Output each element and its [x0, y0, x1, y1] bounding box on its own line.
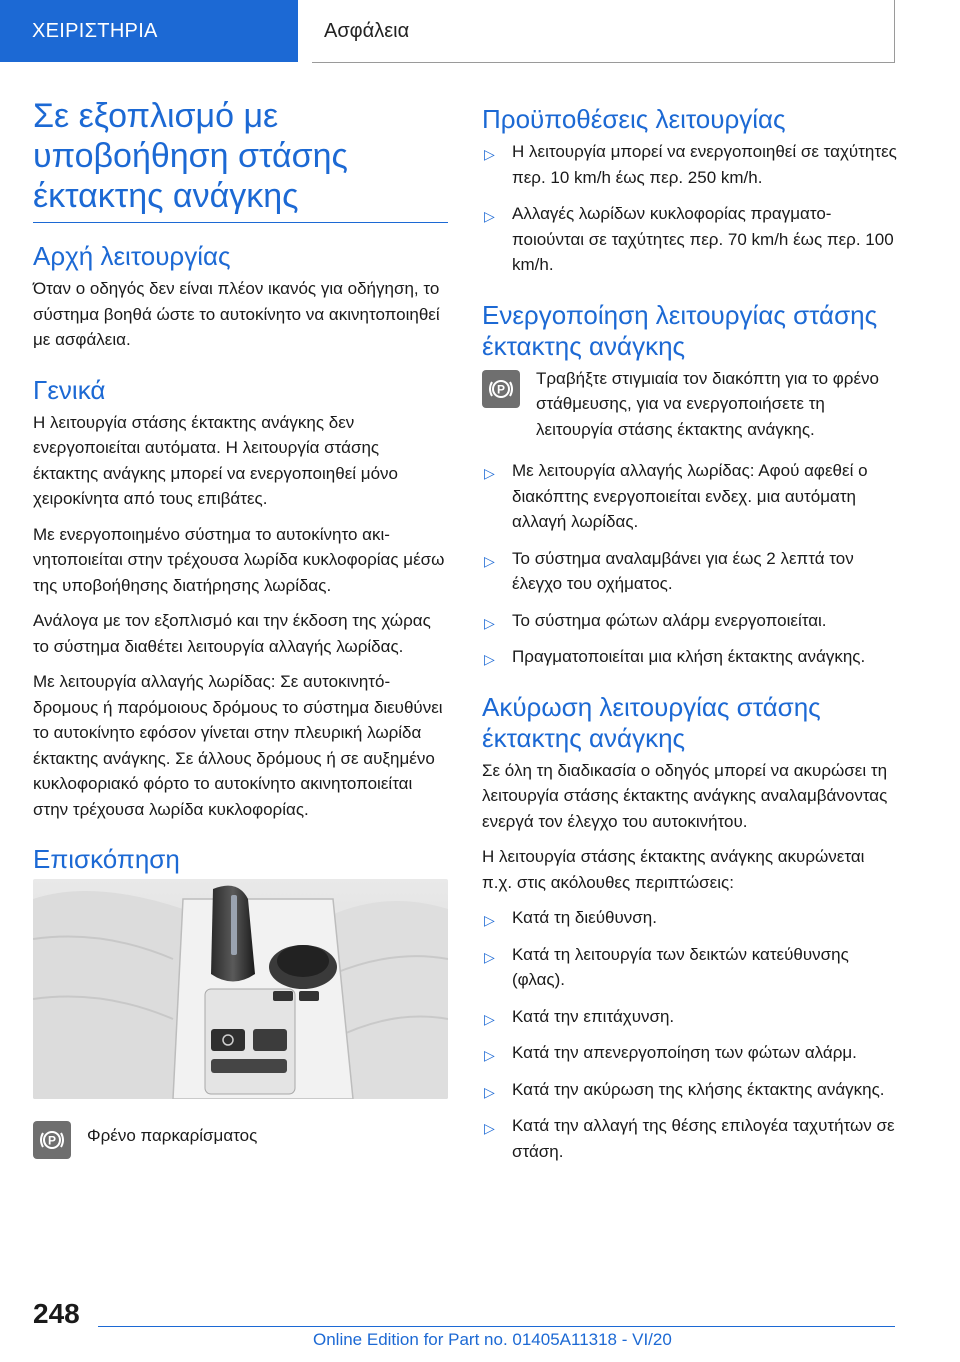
list-item: ▷ Το σύστημα φώτων αλάρμ ενεργοποιείται.: [482, 608, 897, 634]
parking-brake-icon: [482, 370, 520, 408]
page-title: Σε εξοπλισμό με υποβοήθηση στάσης έκτακτης ανάγκης: [33, 97, 348, 215]
center-console-photo: [33, 879, 448, 1099]
prereq-list: [482, 139, 897, 278]
triangle-right-icon: ▷: [484, 651, 495, 667]
triangle-right-icon: ▷: [484, 614, 495, 631]
cancel-list: [482, 905, 897, 1164]
section-cancel: [482, 692, 897, 1165]
chapter-label: ΧΕΙΡΙΣΤΗΡΙΑ: [32, 19, 158, 42]
photo-caption: [33, 1121, 448, 1159]
overview-heading: Επισκόπηση: [33, 844, 180, 874]
activate-list: [482, 458, 897, 670]
page-number: 248: [33, 1298, 80, 1329]
triangle-right-icon: ▷: [484, 948, 495, 965]
triangle-right-icon: ▷: [484, 465, 495, 481]
list-item: ▷ Κατά τη λειτουργία των δεικτών κατεύθυνσης (φλας).: [484, 944, 849, 989]
section-general: [33, 375, 448, 823]
parking-brake-icon: [33, 1121, 71, 1159]
triangle-right-icon: ▷: [484, 1047, 495, 1063]
activate-text: Τραβήξτε στιγμιαία τον διακόπτη για το φρένο στάθμευσης, για να ενεργοποιήσετε τη λειτουργία στάσης έκτακτης ανάγκης.: [536, 368, 880, 439]
topic-label: Ασφάλεια: [324, 19, 410, 42]
activate-heading: Ενεργοποίηση λειτουργίας στάσης έκτακτης ανάγκης: [482, 299, 878, 361]
list-item: ▷ Κατά τη διεύθυνση.: [482, 905, 897, 931]
section-overview: [33, 844, 448, 1159]
list-item: ▷ Το σύστημα αναλαμβάνει για έως 2 λεπτά τον έλεγχο του οχήματος.: [484, 548, 854, 593]
section-prerequisites: [482, 104, 897, 278]
edition-link[interactable]: Online Edition for Part no. 01405A11318 - VI/20: [313, 1330, 672, 1349]
triangle-right-icon: ▷: [484, 912, 495, 928]
left-column: [33, 96, 448, 1159]
triangle-right-icon: ▷: [484, 552, 495, 569]
list-item: ▷ Πραγματοποιείται μια κλήση έκτακτης ανάγκης.: [482, 644, 897, 670]
list-item: ▷ Με λειτουργία αλλαγής λωρίδας: Αφού αφεθεί ο διακόπτης ενεργοποιείται ενδεχ. μια αυτόματη αλλαγή λωρίδας.: [484, 461, 868, 531]
principle-text: Όταν ο οδηγός δεν είναι πλέον ικανός για οδήγηση, το σύστημα βοηθά ώστε το αυτοκίνητο να ακινητοποιηθεί με ασφάλεια.: [33, 279, 440, 349]
title-divider: [33, 222, 448, 223]
triangle-right-icon: ▷: [484, 146, 495, 162]
list-item: ▷ Κατά την ακύρωση της κλήσης έκτακτης ανάγκης.: [482, 1077, 897, 1103]
list-item: ▷ Κατά την απενεργοποίηση των φώτων αλάρμ.: [482, 1040, 897, 1066]
svg-text:P: P: [47, 1133, 57, 1148]
caption-text: Φρένο παρκαρίσματος: [87, 1126, 258, 1145]
cancel-paragraph: Η λειτουργία στάσης έκτακτης ανάγκης ακυρώνεται π.χ. στις ακόλουθες περιπτώσεις:: [482, 847, 865, 892]
footer-divider: [98, 1326, 895, 1327]
general-paragraph: Η λειτουργία στάσης έκτακτης ανάγκης δεν ενεργοποιείται αυτόματα. Η λειτουργία στάσης έκτακτης ανάγκης μπορεί να ενεργοποιηθεί μόνο χειροκίνητα από τους επιβάτες.: [33, 412, 398, 508]
activate-instruction: [482, 366, 897, 453]
triangle-right-icon: ▷: [484, 208, 495, 224]
general-heading: Γενικά: [33, 374, 106, 405]
prereq-heading: Προϋποθέσεις λειτουργίας: [482, 104, 786, 134]
triangle-right-icon: ▷: [484, 1120, 495, 1136]
triangle-right-icon: ▷: [484, 1083, 495, 1100]
list-item: ▷ Αλλαγές λωρίδων κυκλοφορίας πραγματοποιούνται σε ταχύτητες περ. 70 km/h έως περ. 100 km/h.: [484, 204, 894, 274]
principle-heading: Αρχή λειτουργίας: [33, 241, 231, 271]
general-paragraph: Ανάλογα με τον εξοπλισμό και την έκδοση της χώρας το σύστημα διαθέτει λειτουργία αλλαγής λωρίδας.: [33, 611, 431, 656]
section-activate: [482, 300, 897, 670]
general-paragraph: Με ενεργοποιημένο σύστημα το αυτοκίνητο ακινητοποιείται στην τρέχουσα λωρίδα κυκλοφορίας μέσω της υποβοήθησης διατήρησης λωρίδας.: [33, 524, 445, 595]
cancel-paragraph: Σε όλη τη διαδικασία ο οδηγός μπορεί να ακυρώσει τη λειτουργία στάσης έκτακτης ανάγκης αναλαμβάνοντας ενεργά τον έλεγχο του αυτοκινήτου.: [482, 760, 888, 831]
section-principle: [33, 241, 448, 353]
list-item: ▷ Κατά την επιτάχυνση.: [482, 1004, 897, 1030]
topic-header: [312, 0, 895, 63]
list-item: ▷ Κατά την αλλαγή της θέσης επιλογέα ταχυτήτων σε στάση.: [484, 1116, 895, 1161]
list-item: ▷ Η λειτουργία μπορεί να ενεργοποιηθεί σε ταχύτητες περ. 10 km/h έως περ. 250 km/h.: [484, 142, 897, 187]
chapter-tab: [0, 0, 298, 62]
triangle-right-icon: ▷: [484, 1010, 495, 1027]
general-paragraph: Με λειτουργία αλλαγής λωρίδας: Σε αυτοκινητόδρομους ή παρόμοιους δρόμους το σύστημα διευθύνει το αυτοκίνητο εφόσον γίνεται στην πλευρική λωρίδα έκτακτης ανάγκης. Σε άλλους δρόμους ή σε αυξημένο κυκλοφοριακό φόρτο το αυτοκίνητο ακινητοποιείται στην τρέχουσα λωρίδα κυκλοφορίας.: [33, 672, 443, 819]
cancel-heading: Ακύρωση λειτουργίας στάσης έκτακτης ανάγκης: [482, 691, 821, 753]
right-column: [482, 104, 897, 1175]
svg-text:P: P: [496, 382, 506, 396]
